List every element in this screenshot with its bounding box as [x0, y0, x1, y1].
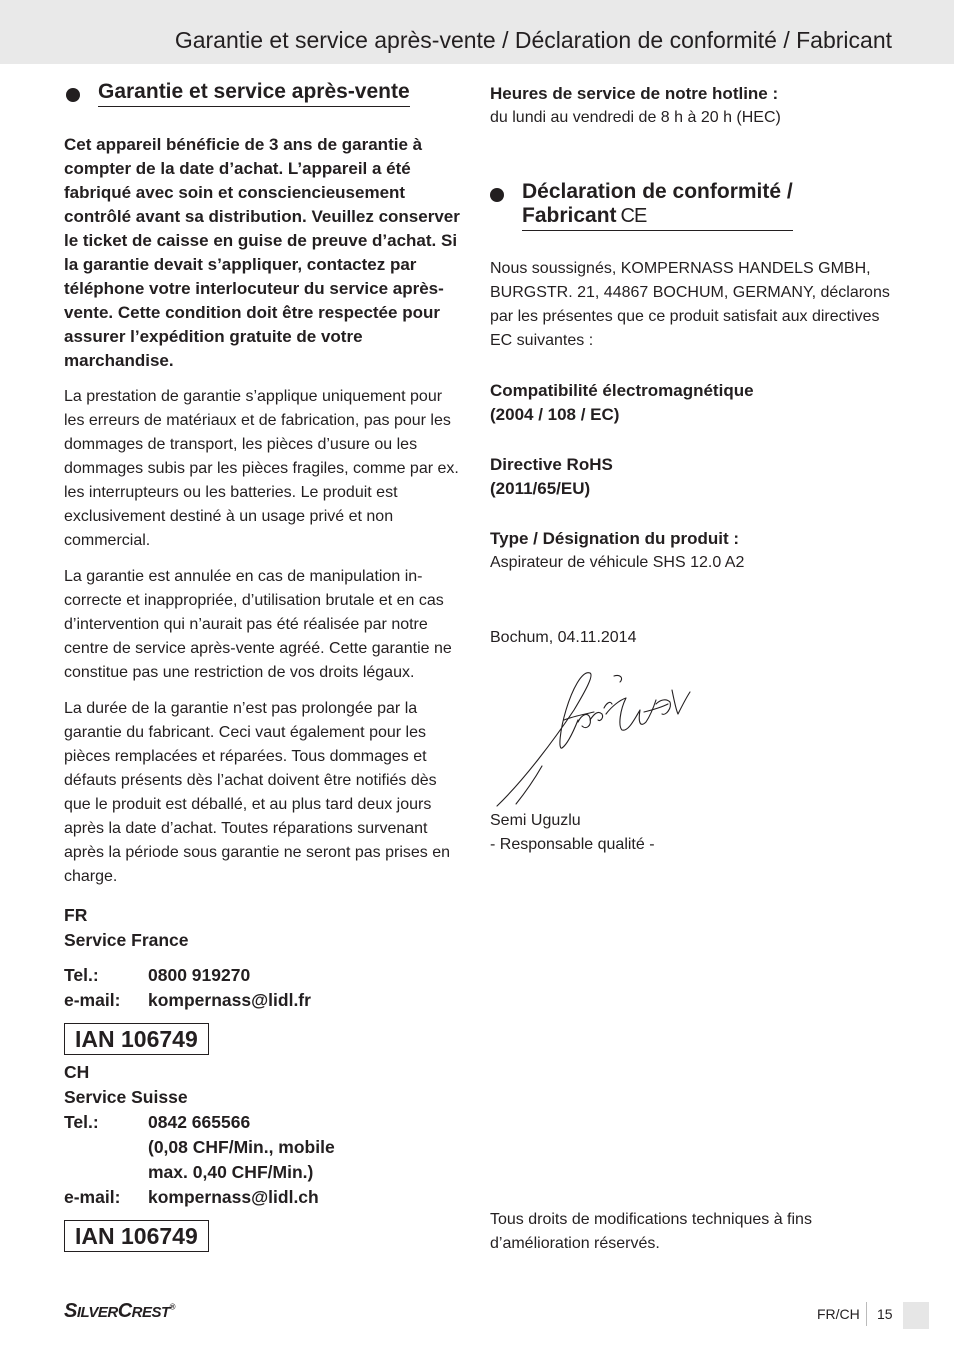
tel-label: Tel.: — [64, 1112, 99, 1132]
page-title: Garantie et service après-vente / Déclaration de conformité / Fabricant — [174, 27, 892, 53]
header-bar — [0, 0, 954, 64]
ian-box-ch: IAN 106749 — [64, 1220, 209, 1252]
signer-name: Semi Uguzlu — [490, 812, 581, 829]
warranty-heading — [64, 80, 466, 107]
silvercrest-logo: SILVERCREST® — [64, 1300, 176, 1322]
warranty-para-2: La garantie est annulée en cas de manipulation incorrecte et inappropriée, d’utilisation brutale et en cas d’intervention qui n’aurait pas été réalisée par notre centre de service après-vente agréé. Cette garantie ne constitue pas une restriction de vos droits légaux. — [64, 568, 452, 681]
declaration-column — [490, 82, 900, 1252]
emc-directive: Compatibilité électromagnétique (2004 / 108 / EC) — [490, 381, 754, 424]
country-code-ch: CH — [64, 1062, 90, 1082]
email-ch: kompernass@lidl.ch — [148, 1187, 319, 1207]
footer-divider — [866, 1302, 867, 1326]
email-row-fr — [64, 988, 466, 1013]
country-code-fr: FR — [64, 905, 88, 925]
hotline-hours: du lundi au vendredi de 8 h à 20 h (HEC) — [490, 109, 781, 126]
service-name-ch: Service Suisse — [64, 1087, 188, 1107]
product-type: Type / Désignation du produit : Aspirateur de véhicule SHS 12.0 A2 — [490, 527, 900, 575]
footer-tab — [903, 1302, 929, 1329]
warranty-intro: Cet appareil bénéficie de 3 ans de garantie à compter de la date d’achat. L’appareil a été fabriqué avec soin et consciencieusement contrôlé avant sa distribution. Veuillez conserver le ticket de caisse en guise de preuve d’achat. Si la garantie devait s’appliquer, contactez par téléphone votre interlocuteur du service après-vente. Cette condition doit être respectée pour assurer l’expédition gratuite de votre marchandise. — [64, 135, 460, 370]
email-row-ch — [64, 1185, 466, 1210]
declaration-heading-line1: Déclaration de conformité / — [522, 180, 793, 203]
email-fr: kompernass@lidl.fr — [148, 990, 311, 1010]
bullet-icon — [66, 88, 80, 102]
footer-language: FR/CH — [817, 1306, 860, 1322]
page-number: 15 — [877, 1306, 893, 1322]
tel-number-ch: 0842 665566 — [148, 1112, 251, 1132]
email-label: e-mail: — [64, 1187, 121, 1207]
bullet-icon — [490, 188, 504, 202]
declaration-intro: Nous soussignés, KOMPERNASS HANDELS GMBH, BURGSTR. 21, 44867 BOCHUM, GERMANY, déclarons par les présentes que ce produit satisfait aux directives EC suivantes : — [490, 260, 890, 349]
place-date: Bochum, 04.11.2014 — [490, 629, 637, 646]
warranty-heading-text: Garantie et service après-vente — [98, 80, 410, 107]
rights-note: Tous droits de modifications techniques à fins d’amélioration réservés. — [490, 1211, 812, 1252]
rohs-directive: Directive RoHS (2011/65/EU) — [490, 455, 613, 498]
service-name-fr: Service France — [64, 930, 189, 950]
tel-row-fr — [64, 963, 466, 988]
tel-label: Tel.: — [64, 965, 99, 985]
declaration-heading — [490, 180, 900, 231]
tel-note-ch-2: max. 0,40 CHF/Min.) — [148, 1162, 314, 1182]
warranty-para-3: La durée de la garantie n’est pas prolongée par la garantie du fabricant. Ceci vaut également pour les pièces remplacées et réparées. Tous dommages et défauts présents dès l’achat doivent être notifiés dès que le produit est déballé, et au plus tard deux jours après la date d’achat. Toutes réparations survenant après la période sous garantie ne seront pas prises en charge. — [64, 700, 451, 885]
tel-number-fr: 0800 919270 — [148, 965, 251, 985]
product-type-value: Aspirateur de véhicule SHS 12.0 A2 — [490, 554, 745, 571]
tel-note-ch-1: (0,08 CHF/Min., mobile — [148, 1137, 335, 1157]
hotline-label: Heures de service de notre hotline : — [490, 84, 779, 103]
service-france — [64, 903, 466, 1055]
warranty-column — [64, 80, 466, 1252]
signer-block — [490, 809, 655, 857]
tel-row-ch — [64, 1110, 466, 1135]
ce-mark-icon: CE — [620, 205, 647, 227]
signature-image — [494, 670, 694, 810]
warranty-para-1: La prestation de garantie s’applique uniquement pour les erreurs de matériaux et de fabrication, pas pour les dommages de transport, les pièces d’usure ou les dommages subis par les pièces fragiles, comme par ex. les interrupteurs ou les batteries. Le produit est exclusivement destiné à un usage privé et non commercial. — [64, 388, 459, 549]
email-label: e-mail: — [64, 990, 121, 1010]
ian-box-fr: IAN 106749 — [64, 1023, 209, 1055]
service-suisse — [64, 1060, 466, 1252]
signer-role: - Responsable qualité - — [490, 836, 655, 853]
declaration-heading-line2: Fabricant — [522, 204, 617, 227]
